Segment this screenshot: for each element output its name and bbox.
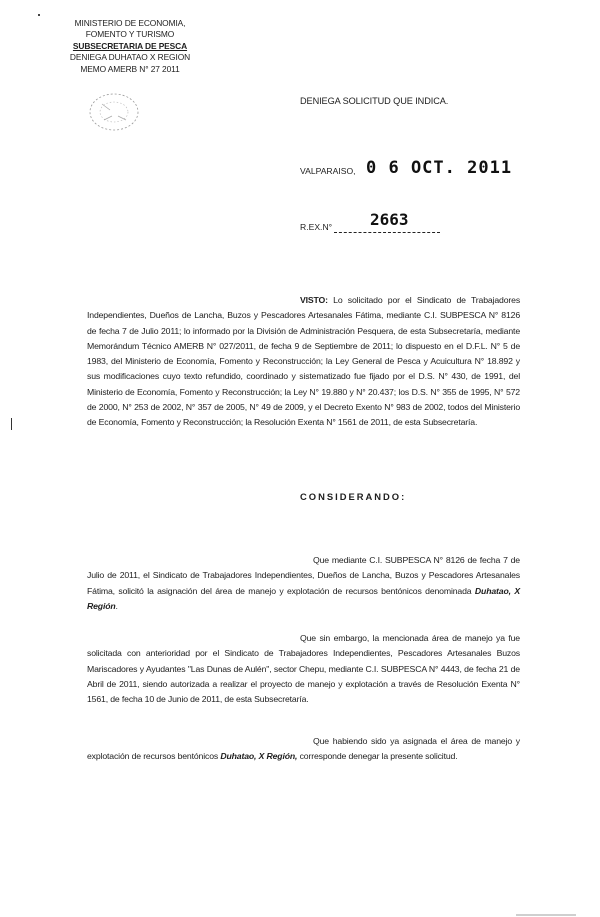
scan-mark xyxy=(38,14,40,16)
place-name: Duhatao, X Región, xyxy=(220,751,298,762)
place-name: Duhatao, X Región xyxy=(87,585,520,611)
scan-mark xyxy=(516,914,576,916)
ministry-header xyxy=(60,18,200,75)
resolution-underline xyxy=(334,232,440,233)
subsecretaria-line: SUBSECRETARIA DE PESCA xyxy=(72,40,188,51)
ministry-line: MINISTERIO DE ECONOMIA, xyxy=(74,18,186,28)
visto-lead: VISTO: xyxy=(300,295,328,305)
document-subject: DENIEGA SOLICITUD QUE INDICA. xyxy=(300,96,449,106)
memo-line: MEMO AMERB N° 27 2011 xyxy=(80,63,180,74)
paragraph-end: corresponde denegar la presente solicitud. xyxy=(299,751,458,762)
paragraph-text: Que sin embargo, la mencionada área de manejo ya fue solicitada con anterioridad por el Sindicato de Trabajadores Independientes, Pescadores Artesanales Buzos Mariscadores y Ayudantes "Las Dunas de Aulén", sector Chepu, mediante C.I. SUBPESCA N° 4443, de fecha 21 de Abril de 2011, siendo autorizada a realizar el proyecto de manejo y explotación a través de Resolución Exenta N° 1561, de fecha 10 de Junio de 2011, de esta Subsecretaría. xyxy=(87,633,520,705)
considerando-paragraph-2 xyxy=(87,631,520,707)
stamp-seal xyxy=(82,90,146,134)
resolution-number xyxy=(300,210,460,234)
paragraph-text: Que mediante C.I. SUBPESCA N° 8126 de fecha 7 de Julio de 2011, el Sindicato de Trabajadores Independientes, Dueños de Lancha, Buzos y Pescadores Artesanales Fátima, solicitó la asignación del área de manejo y explotación de recursos bentónicos denominada xyxy=(87,555,520,596)
visto-text: Lo solicitado por el Sindicato de Trabajadores Independientes, Dueños de Lancha, Buzos y Pescadores Artesanales Fátima, mediante C.I. SUBPESCA N° 8126 de fecha 7 de Julio 2011; lo informado por la División de Administración Pesquera, de esta Subsecretaría, mediante Memorándum Técnico AMERB N° 027/2011, de fecha 9 de Septiembre de 2011; lo dispuesto en el D.F.L. N° 5 de 1983, del Ministerio de Economía, Fomento y Reconstrucción; la Ley General de Pesca y Acuicultura N° 18.892 y sus modificaciones cuyo texto refundido, coordinado y sistematizado fue fijado por el D.S. N° 430, de 1991, del Ministerio de Economía, Fomento y Reconstrucción; la Ley N° 19.880 y N° 20.437; los D.S. N° 355 de 1995, N° 572 de 2000, N° 253 de 2002, N° 357 de 2005, N° 49 de 2009, y el Decreto Exento N° 983 de 2002, todos del Ministerio de Economía, Fomento y Reconstrucción; la Resolución Exenta N° 1561 de 2011, de esta Subsecretaría. xyxy=(87,295,521,428)
reference-line: DENIEGA DUHATAO X REGION xyxy=(69,52,191,63)
resolution-number-stamp: 2663 xyxy=(370,210,409,229)
paragraph-text: Que habiendo sido ya asignada el área de manejo y explotación de recursos bentónicos xyxy=(87,736,520,762)
paragraph-end: . xyxy=(115,600,118,611)
scan-mark xyxy=(11,418,12,430)
considerando-heading: CONSIDERANDO: xyxy=(300,491,407,502)
visto-paragraph xyxy=(87,293,520,431)
considerando-paragraph-1 xyxy=(87,553,520,614)
date-stamp: 0 6 OCT. 2011 xyxy=(366,158,513,178)
resolution-label: R.EX.N° xyxy=(300,222,333,232)
date-label: VALPARAISO, xyxy=(300,166,356,176)
considerando-paragraph-3 xyxy=(87,734,520,765)
ministry-line: FOMENTO Y TURISMO xyxy=(85,29,175,40)
